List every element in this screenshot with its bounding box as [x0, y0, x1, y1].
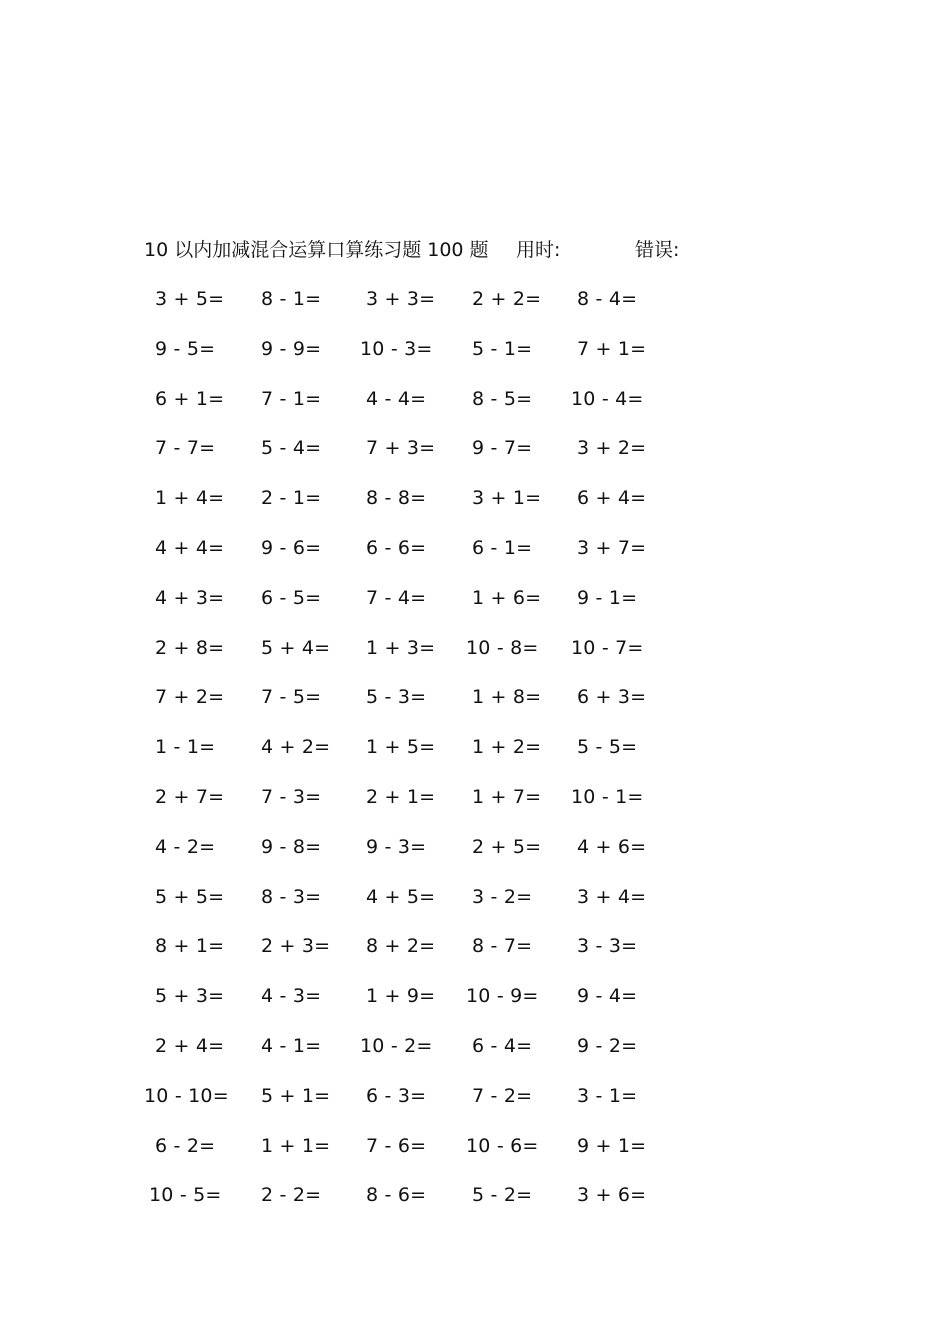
arithmetic-problem: 8 - 6= — [366, 1184, 427, 1207]
problem-row — [0, 284, 950, 314]
problem-row — [0, 931, 950, 961]
arithmetic-problem: 5 - 2= — [472, 1184, 533, 1207]
problem-row — [0, 533, 950, 563]
arithmetic-problem: 2 + 2= — [472, 288, 542, 310]
problem-row — [0, 782, 950, 812]
problem-row — [0, 682, 950, 712]
arithmetic-problem: 4 + 6= — [577, 835, 647, 858]
arithmetic-problem: 6 - 6= — [366, 537, 427, 559]
arithmetic-problem: 2 + 4= — [155, 1035, 225, 1057]
arithmetic-problem: 5 + 1= — [261, 1084, 331, 1107]
arithmetic-problem: 3 + 2= — [577, 437, 647, 460]
arithmetic-problem: 3 - 3= — [577, 935, 638, 958]
arithmetic-problem: 1 + 7= — [472, 786, 542, 808]
arithmetic-problem: 9 - 1= — [577, 586, 638, 609]
arithmetic-problem: 2 - 2= — [261, 1184, 322, 1207]
arithmetic-problem: 10 - 8= — [466, 636, 539, 659]
arithmetic-problem: 3 - 1= — [577, 1084, 638, 1107]
problem-row — [0, 483, 950, 513]
arithmetic-problem: 6 + 3= — [577, 686, 647, 709]
arithmetic-problem: 2 + 3= — [261, 935, 331, 958]
arithmetic-problem: 9 - 3= — [366, 835, 427, 858]
arithmetic-problem: 7 + 3= — [366, 437, 436, 460]
arithmetic-problem: 3 + 3= — [366, 288, 436, 310]
problem-row — [0, 334, 950, 364]
arithmetic-problem: 3 + 4= — [577, 885, 647, 908]
arithmetic-problem: 9 - 6= — [261, 537, 322, 559]
arithmetic-problem: 4 - 4= — [366, 387, 427, 410]
arithmetic-problem: 2 + 5= — [472, 835, 542, 858]
problem-row — [0, 732, 950, 762]
arithmetic-problem: 5 - 3= — [366, 686, 427, 709]
problem-row — [0, 981, 950, 1011]
arithmetic-problem: 6 - 3= — [366, 1084, 427, 1107]
arithmetic-problem: 1 + 2= — [472, 736, 542, 759]
arithmetic-problem: 2 + 8= — [155, 636, 225, 659]
arithmetic-problem: 8 - 3= — [261, 885, 322, 908]
arithmetic-problem: 9 - 7= — [472, 437, 533, 460]
arithmetic-problem: 6 + 4= — [577, 487, 647, 510]
problem-row — [0, 1081, 950, 1111]
arithmetic-problem: 1 + 1= — [261, 1134, 331, 1157]
arithmetic-problem: 6 - 4= — [472, 1035, 533, 1057]
arithmetic-problem: 8 + 2= — [366, 935, 436, 958]
arithmetic-problem: 8 - 5= — [472, 387, 533, 410]
worksheet-title: 10 以内加减混合运算口算练习题 100 题 — [144, 239, 489, 261]
arithmetic-problem: 6 - 2= — [155, 1134, 216, 1157]
arithmetic-problem: 4 + 5= — [366, 885, 436, 908]
arithmetic-problem: 10 - 5= — [149, 1184, 222, 1207]
arithmetic-problem: 3 + 6= — [577, 1184, 647, 1207]
arithmetic-problem: 9 - 4= — [577, 985, 638, 1008]
arithmetic-problem: 9 - 5= — [155, 337, 216, 360]
arithmetic-problem: 5 - 4= — [261, 437, 322, 460]
arithmetic-problem: 10 - 10= — [144, 1084, 229, 1107]
arithmetic-problem: 4 - 3= — [261, 985, 322, 1008]
arithmetic-problem: 5 + 4= — [261, 636, 331, 659]
arithmetic-problem: 3 + 5= — [155, 288, 225, 310]
arithmetic-problem: 6 - 1= — [472, 537, 533, 559]
arithmetic-problem: 2 + 7= — [155, 786, 225, 808]
arithmetic-problem: 10 - 4= — [571, 387, 644, 410]
problem-row — [0, 1180, 950, 1210]
arithmetic-problem: 7 - 1= — [261, 387, 322, 410]
arithmetic-problem: 7 - 7= — [155, 437, 216, 460]
arithmetic-problem: 2 + 1= — [366, 786, 436, 808]
errors-label: 错误: — [635, 239, 680, 261]
arithmetic-problem: 1 + 8= — [472, 686, 542, 709]
arithmetic-problem: 5 - 5= — [577, 736, 638, 759]
arithmetic-problem: 7 - 3= — [261, 786, 322, 808]
arithmetic-problem: 8 - 7= — [472, 935, 533, 958]
arithmetic-problem: 8 + 1= — [155, 935, 225, 958]
problem-row — [0, 433, 950, 463]
arithmetic-problem: 8 - 4= — [577, 288, 638, 310]
arithmetic-problem: 1 + 4= — [155, 487, 225, 510]
arithmetic-problem: 9 - 8= — [261, 835, 322, 858]
arithmetic-problem: 7 - 5= — [261, 686, 322, 709]
arithmetic-problem: 10 - 1= — [571, 786, 644, 808]
arithmetic-problem: 1 + 9= — [366, 985, 436, 1008]
problem-row — [0, 1131, 950, 1161]
arithmetic-problem: 4 + 2= — [261, 736, 331, 759]
arithmetic-problem: 8 - 1= — [261, 288, 322, 310]
arithmetic-problem: 9 - 9= — [261, 337, 322, 360]
arithmetic-problem: 10 - 9= — [466, 985, 539, 1008]
arithmetic-problem: 10 - 2= — [360, 1035, 433, 1057]
arithmetic-problem: 4 + 4= — [155, 537, 225, 559]
arithmetic-problem: 9 - 2= — [577, 1035, 638, 1057]
arithmetic-problem: 10 - 7= — [571, 636, 644, 659]
arithmetic-problem: 5 + 3= — [155, 985, 225, 1008]
arithmetic-problem: 10 - 6= — [466, 1134, 539, 1157]
arithmetic-problem: 4 - 2= — [155, 835, 216, 858]
arithmetic-problem: 6 + 1= — [155, 387, 225, 410]
arithmetic-problem: 3 + 7= — [577, 537, 647, 559]
arithmetic-problem: 1 - 1= — [155, 736, 216, 759]
arithmetic-problem: 5 + 5= — [155, 885, 225, 908]
arithmetic-problem: 7 + 1= — [577, 337, 647, 360]
arithmetic-problem: 9 + 1= — [577, 1134, 647, 1157]
arithmetic-problem: 7 + 2= — [155, 686, 225, 709]
arithmetic-problem: 3 - 2= — [472, 885, 533, 908]
arithmetic-problem: 8 - 8= — [366, 487, 427, 510]
arithmetic-problem: 6 - 5= — [261, 586, 322, 609]
problem-row — [0, 1031, 950, 1061]
arithmetic-problem: 4 + 3= — [155, 586, 225, 609]
arithmetic-problem: 5 - 1= — [472, 337, 533, 360]
problem-row — [0, 882, 950, 912]
problem-row — [0, 384, 950, 414]
arithmetic-problem: 7 - 2= — [472, 1084, 533, 1107]
arithmetic-problem: 3 + 1= — [472, 487, 542, 510]
problem-row — [0, 633, 950, 663]
problem-row — [0, 583, 950, 613]
arithmetic-problem: 7 - 6= — [366, 1134, 427, 1157]
arithmetic-problem: 1 + 3= — [366, 636, 436, 659]
arithmetic-problem: 10 - 3= — [360, 337, 433, 360]
arithmetic-problem: 2 - 1= — [261, 487, 322, 510]
arithmetic-problem: 7 - 4= — [366, 586, 427, 609]
problem-row — [0, 832, 950, 862]
arithmetic-problem: 1 + 5= — [366, 736, 436, 759]
time-used-label: 用时: — [516, 239, 561, 261]
arithmetic-problem: 1 + 6= — [472, 586, 542, 609]
arithmetic-problem: 4 - 1= — [261, 1035, 322, 1057]
